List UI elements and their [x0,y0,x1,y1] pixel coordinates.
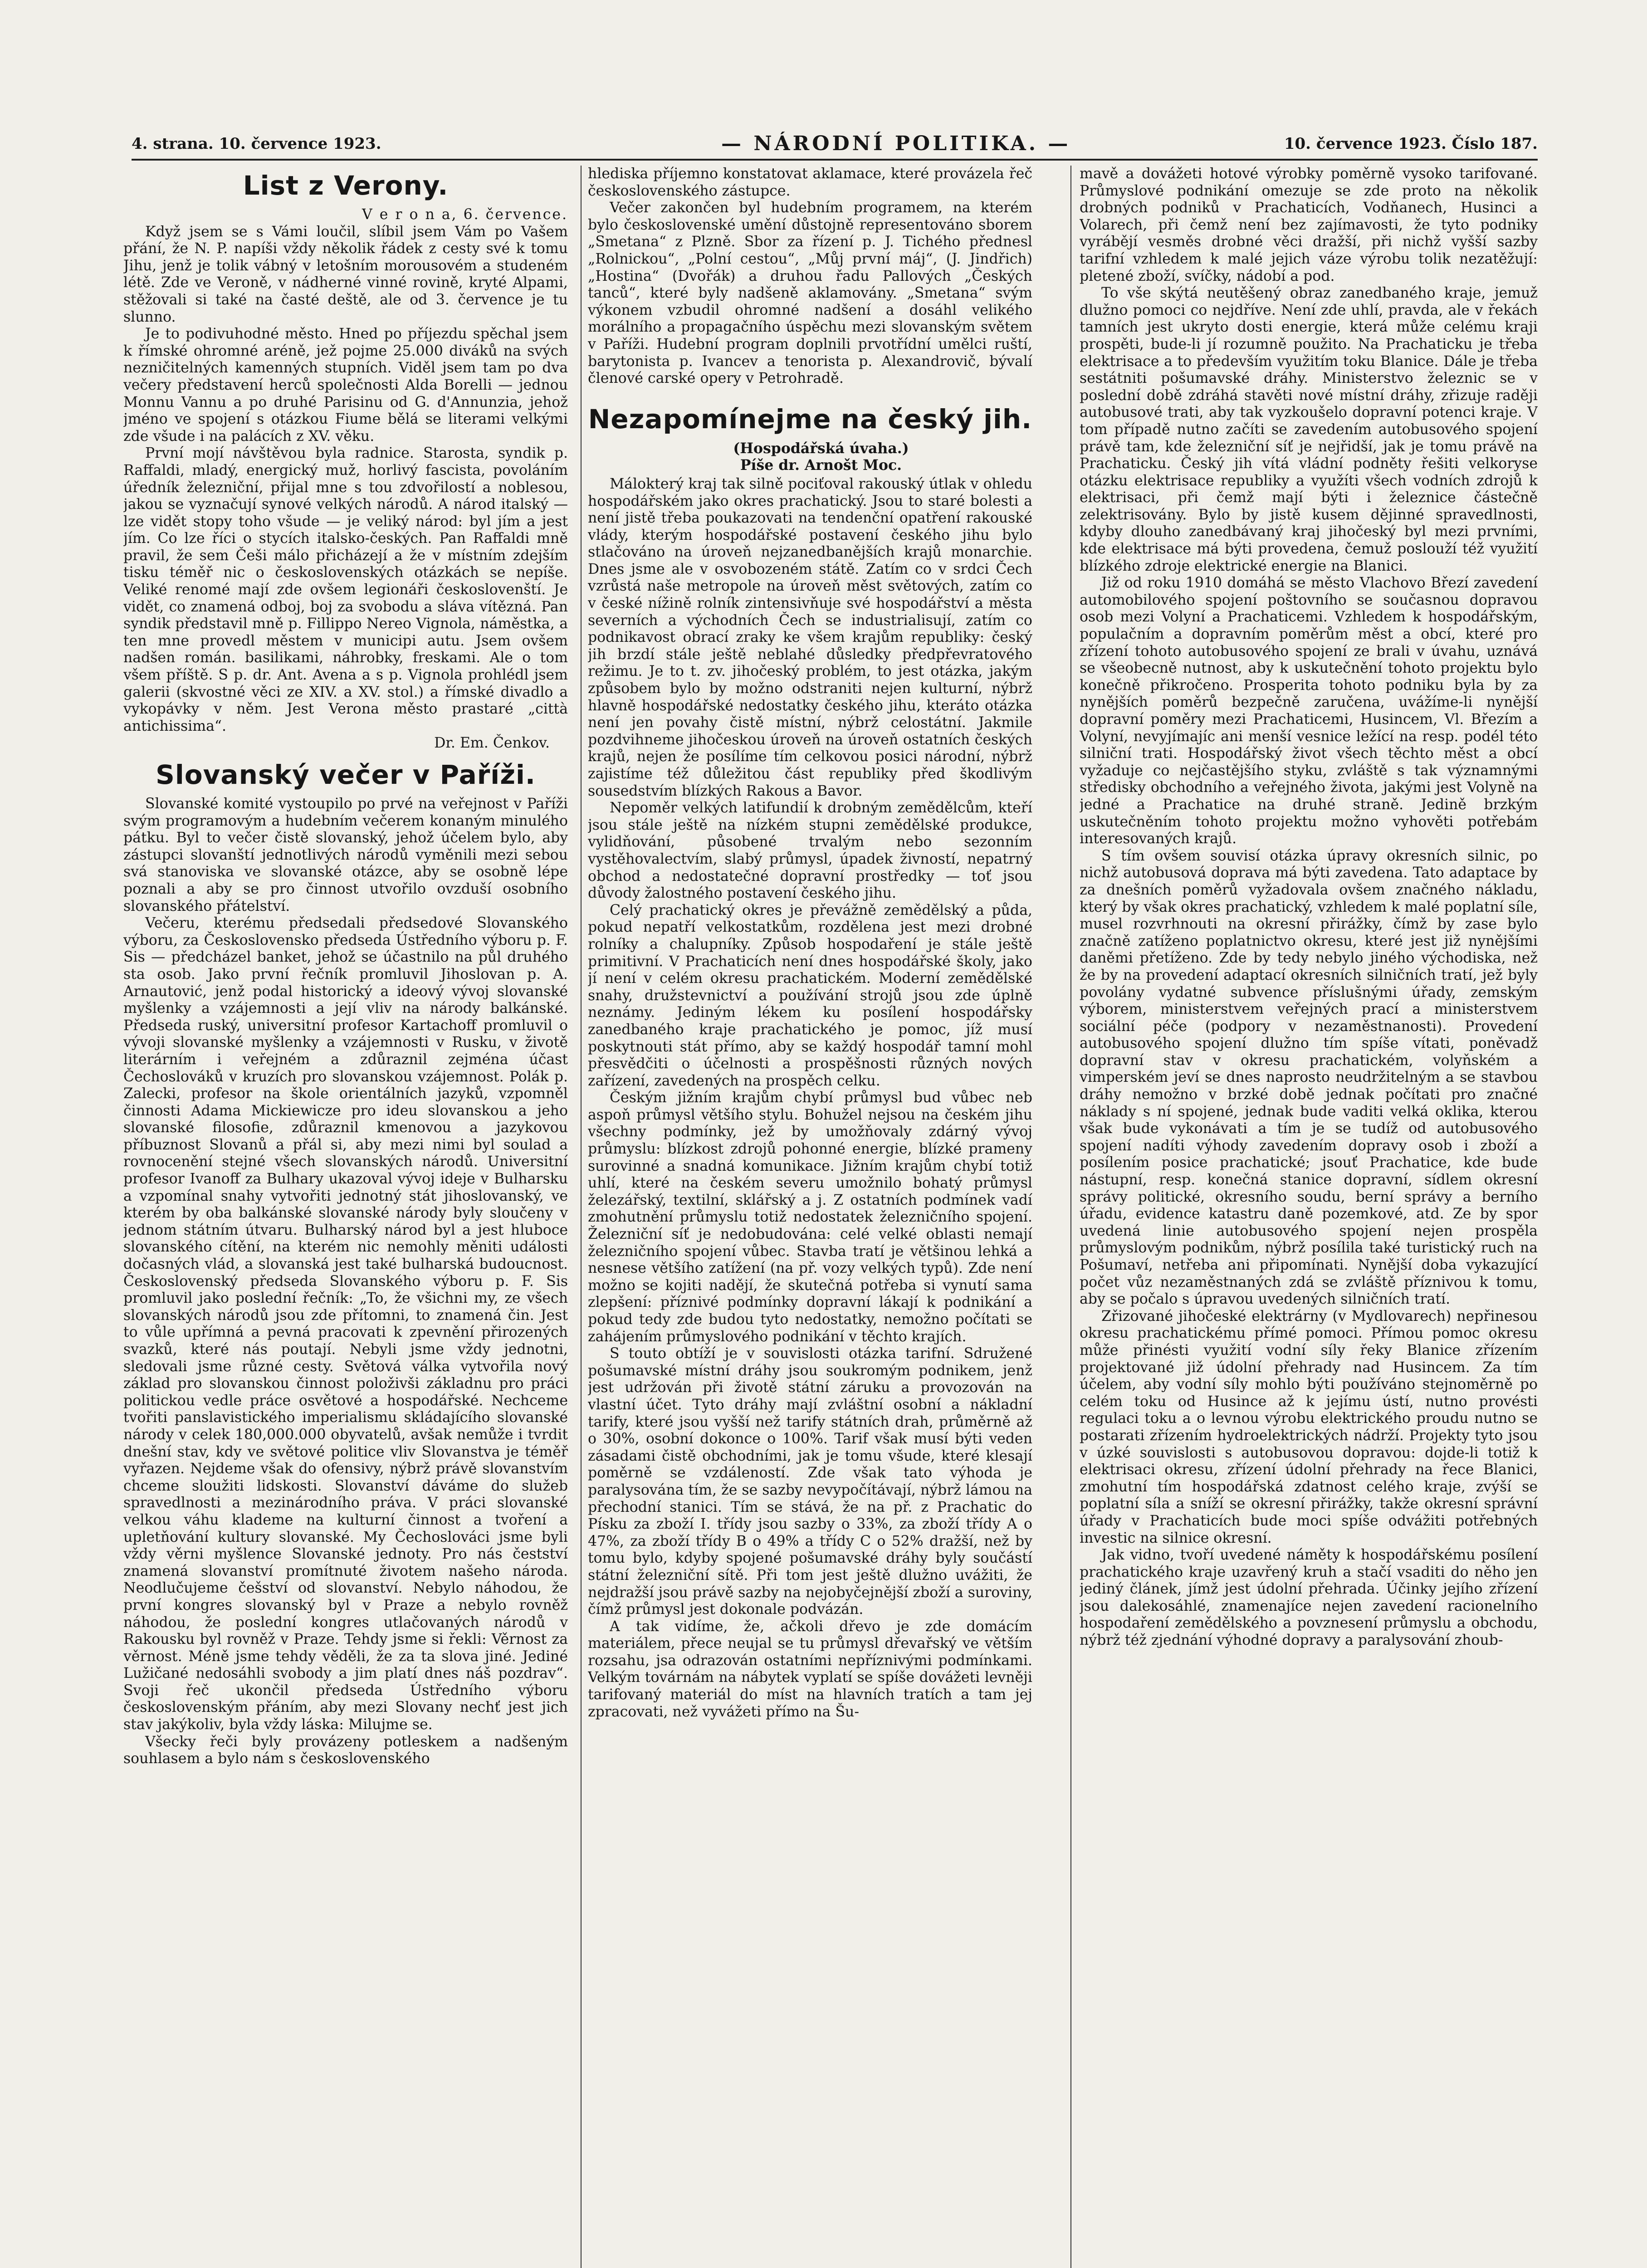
article-paragraph: Celý prachatický okres je převážně zemědělský a půda, pokud nepatří velkostatkům, rozdělena jest mezi drobné rolníky a chalupníky. Způsob hospodaření je stále ještě primitivní. V Prachaticích není dnes hospodářské školy, jako jí není v celém okresu prachatickém. Moderní zemědělské snahy, družstevnictví a používání strojů jsou zde úplně neznámy. Jediným lékem ku posílení hospodářsky zanedbaného kraje prachatického je pomoc, jíž musí poskytnouti stát přímo, aby se každý hospodář tamní mohl přesvědčiti o účelnosti a prospěšnosti různých nových zařízení, zavedených na prospěch celku. [588,902,1032,1089]
article-paragraph: Když jsem se s Vámi loučil, slíbil jsem Vám po Vašem přání, že N. P. napíši vždy několik řádek z cesty své k tomu Jihu, jenž je tolik vábný v letošním morousovém a studeném létě. Zde ve Veroně, v nádherné vinné rovině, kryté Alpami, stěžovali si také na časté deště, ale od 3. července je tu slunno. [123,223,568,325]
article-signature: Dr. Em. Čenkov. [434,735,550,752]
article-paragraph: Již od roku 1910 domáhá se město Vlachovo Březí zavedení automobilového spojení poštovního se současnou dopravou osob mezi Volyní a Prachaticemi. Vzhledem k hospodářským, populačním a dopravním poměrům měst a obcí, které pro zřízení tohoto autobusového spojení ze brali v úvahu, uznává se všeobecně nutnost, aby k uskutečnění tohoto projektu bylo konečně přikročeno. Prosperita tohoto podniku byla by za nynějších poměrů bezpečně zaručena, uvážíme-li nynější dopravní poměry mezi Prachaticemi, Husincem, Vl. Březím a Volyní, nevyjímajíc ani menší vesnice ležící na resp. podél této silniční trati. Hospodářský život všech těchto měst a obcí vyžaduje co nejčastějšího styku, zvláště s tak významnými středisky obchodního a veřejného života, jakými jest Volyně na jedné a Prachatice na druhé straně. Jedině brzkým uskutečněním tohoto projektu možno vyhověti potřebám interesovaných krajů. [1080,575,1538,847]
masthead-title: — NÁRODNÍ POLITIKA. — [721,132,1071,155]
article-paragraph: Zřizované jihočeské elektrárny (v Mydlovarech) nepřinesou okresu prachatickému přímé pomoci. Přímou pomoc okresu může přinésti využití vodní síly řeky Blanice zřízením projektované již údolní přehrady nad Husincem. Za tím účelem, aby vodní síly mohlo býti používáno stejnoměrně po celém toku od Husince až k jejímu ústí, nutno provésti regulaci toku a o levnou výrobu elektrického proudu nutno se postarati zřízením hydroelektrických nádrží. Projekty tyto jsou v úzké souvislosti s autobusovou dopravou: dojde-li totiž k elektrisaci okresu, zřízení údolní přehrady na řece Blanici, zmohutní tím hospodářská zdatnost celého kraje, zvýší se poplatní síla a sníží se okresní přirážky, takže okresní správní úřady v Prachaticích bude moci spíše odvážiti potřebných investic na silnice okresní. [1080,1308,1538,1546]
article-title: Nezapomínejme na český jih. [588,403,1032,435]
article-paragraph: A tak vidíme, že, ačkoli dřevo je zde domácím materiálem, přece neujal se tu průmysl dřevařský ve větším rozsahu, jsa odrazován ostatními nepříznivými podmínkami. Velkým továrnám na nábytek vyplatí se spíše dovážeti levněji tarifovaný materiál do míst na hlavních tratích a tam jej zpracovati, než vyvážeti přímo na Šu- [588,1618,1032,1720]
header-page-date: 4. strana. 10. července 1923. [132,135,381,153]
article-paragraph: mavě a dovážeti hotové výrobky poměrně vysoko tarifované. Průmyslové podnikání omezuje se zde proto na několik drobných podniků v Prachaticích, Vodňanech, Husinci a Volarech, při čemž není bez zajímavosti, že tyto podniky vyrábějí vesměs drobné věci dražší, při nichž vyšší sazby tarifní vzhledem k malé jejich váze výrobu tolik nezatěžují: pletené zboží, svíčky, nádobí a pod. [1080,166,1538,284]
article-slovansky-vecer [123,758,568,1768]
article-list-z-verony [123,169,568,752]
column-2 [588,166,1032,2268]
column-rule [1070,166,1071,2268]
article-paragraph: Je to podivuhodné město. Hned po příjezdu spěchal jsem k římské ohromné aréně, jež pojme 25.000 diváků na svých nezničitelných kamenných stupních. Viděl jsem tam po dva večery představení herců společnosti Alda Borelli — jednou Monnu Vannu a po druhé Parisinu od G. d'Annunzia, jehož jméno ve spojení s otázkou Fiume bělá se literami velkými zde všude i na palácích z XV. věku. [123,326,568,445]
article-subtitle: (Hospodářská úvaha.) [733,440,909,457]
article-paragraph: Večeru, kterému předsedali předsedové Slovanského výboru, za Československo předseda Ústředního výboru p. F. Sis — předcházel banket, jehož se účastnilo na půl druhého sta osob. Jako první řečník promluvil Jihoslovan p. A. Arnautović, jenž podal historický a ideový vývoj slovanské myšlenky a vzájemnosti a její vliv na národy balkánské. Předseda ruský, universitní profesor Kartachoff promluvil o vývoji slovanské myšlenky a vzájemnosti v Rusku, v životě literárním i veřejném a zdůraznil zejména účast Čechoslováků v kruzích pro slovanskou vzájemnost. Polák p. Zalecki, profesor na škole orientálních jazyků, vzpomněl činnosti Adama Mickiewicze pro ideu slovanskou a jeho slovanské filosofie, zdůraznil kmenovou a jazykovou příbuznost Slovanů a přál si, aby mezi nimi byl soulad a rovnocenění stejné všech slovanských národů. Universitní profesor Ivanoff za Bulhary ukazoval vývoj ideje v Bulharsku a vzpomínal snahy vytvořiti jednotný stát jihoslovanský, ve kterém by oba balkánské slovanské národy byly sloučeny v jednom státním útvaru. Bulharský národ byl a jest hluboce slovanského cítění, na kterém nic nemohly měniti události dočasných vlád, a slovanská jest také bulharská budoucnost. Československý předseda Slovanského výboru p. F. Sis promluvil jako poslední řečník: „To, že všichni my, ze všech slovanských národů jsou zde přítomni, to znamená čin. Jest to vůle upřímná a pevná pracovati k zpevnění přirozených svazků, které nás poutají. Nebyli jsme vždy jednotni, sledovali jsme různé cesty. Světová válka vytvořila nový základ pro slovanskou činnost položivši základnu pro práci politickou vedle práce osvětové a hospodářské. Nechceme tvořiti panslavistického imperialismu skládajícího slovanské národy v celek 180,000.000 obyvatelů, avšak nemůže i tvrdit dnešní stav, kdy ve světové politice vliv Slovanstva je téměř vyřazen. Nejdeme však do ofensivy, nýbrž právě slovanstvím chceme sloužiti lidskosti. Slovanství dáváme do služeb spravedlnosti a mezinárodního práva. V práci slovanské velkou váhu klademe na kulturní činnost a tvoření a upletňování kultury slovanské. My Čechoslováci jsme byli vždy věrni myšlence Slovanské jednoty. Pro nás čestství znamená slovanství promítnuté životem našeho národa. Neodlučujeme češství od slovanství. Nebylo náhodou, že první kongres slovanský byl v Praze a nebylo rovněž náhodou, že poslední kongres utlačovaných národů v Rakousku byl rovněž v Praze. Tehdy jsme si řekli: Věrnost za věrnost. Méně jsme tehdy věděli, že za ta slova jiné. Jediné Lužičané nedosáhli svobody a jim platí dnes náš pozdrav“. Svoji řeč ukončil předseda Ústředního výboru československým přáním, aby mezi Slovany nechť jest jich stav jakýkoliv, byla vždy láska: Milujme se. [123,915,568,1733]
article-title: Slovanský večer v Paříži. [156,759,536,790]
article-paragraph: Nepoměr velkých latifundií k drobným zemědělcům, kteří jsou stále ještě na nízkém stupni zemědělské produkce, vylidňování, působené trvalým nebo sezonním vystěhovalectvím, slabý průmysl, úpadek živností, nepatrný obchod a nedostatečné dopravní prostředky — toť jsou důvody žalostného postavení českého jihu. [588,800,1032,902]
article-paragraph: hlediska příjemno konstatovat aklamace, které provázela řeč československého zástupce. [588,166,1032,199]
article-paragraph: S tím ovšem souvisí otázka úpravy okresních silnic, po nichž autobusová doprava má býti zavedena. Tato adaptace by za dnešních poměrů vyžadovala ovšem značného nákladu, který by však okres prachatický, vzhledem k malé poplatní síle, musel rozvrhnouti na okresní přirážky, čímž by zase bylo značně zatíženo poplatnictvo okresu, které jest již nynějšími daněmi přetíženo. Zde by tedy nebylo jiného východiska, než že by na provedení adaptací okresních silničních tratí, jež byly povolány vydatné subvence příslušnými úřady, zemským výborem, ministerstvem veřejných prací a ministerstvem sociální péče (podpory v nezaměstnanosti). Provedení autobusového spojení dlužno tím spíše vítati, poněvadž dopravní stav v okresu prachatickém, volyňském a vimperském jeví se dnes naprosto neudržitelným a se stavbou dráhy nemožno v brzké době jednak počítati pro značné náklady s ní spojené, jednak bude vaditi velká oklika, kterou však bude vykonávati a tím je se tudíž od autobusového spojení nadíti výhody zavedením dopravy osob i zboží a posílením posice prachatické; jsouť Prachatice, kde bude nástupní, resp. konečná stanice dopravní, sídlem okresní správy politické, okresního soudu, berní správy a berního úřadu, evidence katastru daně pozemkové, atd. Ze by spor uvedená linie autobusového spojení nejen prospěla průmyslovým podnikům, nýbrž posílila také turistický ruch na Pošumaví, netřeba ani připomínati. Nynější doba vykazující počet vůz nezaměstnaných zdá se zvláště příznivou k tomu, aby se počalo s úpravou uvedených silničních tratí. [1080,847,1538,1308]
article-paragraph: S touto obtíží je v souvislosti otázka tarifní. Sdružené pošumavské místní dráhy jsou soukromým podnikem, jenž jest udržován při životě státní záruku a provozován na vlastní účet. Tyto dráhy mají zvláštní osobní a nákladní tarify, které jsou vyšší než tarify státních drah, průměrně až o 30%, osobní dokonce o 100%. Tarif však musí býti veden zásadami čistě obchodními, jak je tomu všude, které klesají poměrně se vzdáleností. Zde však tato výhoda je paralysována tím, že se sazby nevypočítávají, nýbrž lámou na přechodní stanici. Tím se stává, že na př. z Prachatic do Písku za zboží I. třídy jsou sazby o 33%, za zboží třídy A o 47%, za zboží třídy B o 49% a třídy C o 52% dražší, než by tomu bylo, kdyby spojené pošumavské dráhy byly součástí státní železniční sítě. Při tom jest ještě dlužno uvážiti, že nejdražší jsou právě sazby na nejobyčejnější zboží a suroviny, čímž průmysl jest dokonale podvázán. [588,1345,1032,1618]
article-nezapominejme [588,403,1032,1721]
header-date-issue: 10. července 1923. Číslo 187. [1284,135,1538,153]
article-paragraph: Málokterý kraj tak silně pociťoval rakouský útlak v ohledu hospodářském jako okres prachatický. Jsou to staré bolesti a není jistě třeba poukazovati na tendenční opatření rakouské vlády, kterým hospodářské postavení českého jihu bylo stlačováno na úroveň nejzanedbanějších krajů monarchie. Dnes jsme ale v osvobozeném státě. Zatím co v srdci Čech vzrůstá naše metropole na úroveň měst světových, zatím co v české nížině rolník zintensivňuje své hospodářství a města severních a východních Čech se industrialisují, zatím co podnikavost obrací zraky ke všem krajům republiky: český jih brzdí stále ještě neblahé důsledky předpřevratového režimu. Je to t. zv. jihočeský problém, to jest otázka, jakým způsobem bylo by možno odstraniti nejen kulturní, nýbrž hlavně hospodářské nedostatky českého jihu, kteráto otázka není jen povahy čistě místní, nýbrž celostátní. Jakmile pozdvihneme jihočeskou úroveň na úroveň ostatních českých krajů, nejen že posílíme tím celkovou posici národní, nýbrž zajistíme též důležitou část republiky před škodlivým sousedstvím blízkých Rakous a Bavor. [588,475,1032,799]
article-paragraph: Jak vidno, tvoří uvedené náměty k hospodářskému posílení prachatického kraje uzavřený kruh a stačí vsaditi do něho jen jediný článek, jímž jest údolní přehrada. Účinky jejího zřízení jsou dalekosáhlé, znamenajíce nejen zavedení racionelního hospodaření zemědělského a povznesení průmyslu a obchodu, nýbrž též zjednání výhodné dopravy a paralysování zhoub- [1080,1547,1538,1649]
article-paragraph: Večer zakončen byl hudebním programem, na kterém bylo československé umění důstojně representováno sborem „Smetana“ z Plzně. Sbor za řízení p. J. Tichého přednesl „Rolnickou“, „Polní cestou“, „Můj první máj“, (J. Jindřich) „Hostina“ (Dvořák) a druhou řadu Pallových „Českých tanců“, které byly nadšeně aklamovány. „Smetana“ svým výkonem vzbudil ohromné nadšení a dosáhl velikého morálního a propagačního úspěchu mezi slovanským světem v Paříži. Hudební program doplnili prvotřídní umělci ruští, barytonista p. Ivancev a tenorista p. Alexandrovič, bývalí členové carské opery v Petrohradě. [588,200,1032,387]
page-header [132,132,1538,161]
article-paragraph: První mojí návštěvou byla radnice. Starosta, syndik p. Raffaldi, mladý, energický muž, horlivý fascista, povoláním úředník železniční, přijal mne s tou zdvořilostí a noblesou, jakou se vyznačují synové velkých národů. A národ italský — lze vidět stopy toho všude — je veliký národ: byl jím a jest jím. Co lze říci o stycích italsko-českých. Pan Raffaldi mně pravil, že sem Češi málo přicházejí a že v místním zdejším tisku téměř nic o československých otázkách se nepíše. Veliké renomé mají zde ovšem legionáři českoslovenští. Je vidět, co znamená odboj, boj za svobodu a sláva vítězná. Pan syndik představil mně p. Fillippo Nereo Vignola, náměstka, a ten mne provedl městem v municipi autu. Jsem ovšem nadšen román. basilikami, náhrobky, freskami. Ale o tom všem příště. S p. dr. Ant. Avena a s p. Vignola prohlédl jsem galerii (skvostné věci ze XIV. a XV. stol.) a římské divadlo a vykopávky v něm. Jest Verona město prastaré „città antichissima“. [123,445,568,734]
column-3 [1080,166,1538,2268]
article-paragraph: Českým jižním krajům chybí průmysl bud vůbec neb aspoň průmysl většího stylu. Bohužel nejsou na českém jihu všechny podmínky, jež by umožňovaly zdárný vývoj průmyslu: blízkost zdrojů pohonné energie, blízké prameny surovinné a snadná komunikace. Jižním krajům chybí totiž uhlí, které na českém severu umožnilo bohatý průmysl železářský, textilní, sklářský a j. Z ostatních podmínek vadí zmohutnění průmyslu totiž nedostatek železničního spojení. Železniční síť je nedobudována: celé velké oblasti nemají železničního spojení vůbec. Stavba tratí je většinou lehká a nesnese většího zatížení (na př. vozy velkých typů). Zde není možno se kojiti nadějí, že skutečná potřeba si vynutí sama zlepšení: příznivé podmínky dopravní lákají k podnikání a pokud tedy zde budou tyto nedostatky, nemožno počítati se zahájením průmyslového podnikání v těchto krajích. [588,1090,1032,1345]
column-rule [581,166,582,2268]
article-title: List z Verony. [243,170,449,201]
article-paragraph: To vše skýtá neutěšený obraz zanedbaného kraje, jemuž dlužno pomoci co nejdříve. Není zde uhlí, pravda, ale v řekách tamních jest ukryto dosti energie, která může celému kraji prospěti, bude-li jí rozumně použito. Na Prachaticku je třeba elektrisace a to především využitím toku Blanice. Dále je třeba sestátniti pošumavské dráhy. Ministerstvo železnic se v poslední době zdráhá stavěti nové místní dráhy, zřizuje raději autobusové trati, aby tak vyzkoušelo dopravní potenci kraje. V tom případě nutno začíti se zavedením autobusového spojení právě tam, kde železniční síť je nejřidší, jak je tomu právě na Prachaticku. Český jih vítá vládní podněty řešiti velkoryse otázku elektrisace republiky a využíti všech vodních zdrojů k elektrisaci, při čemž mají býti i železnice částečně zelektrisovány. Bylo by jistě kusem dějinné spravedlnosti, kdyby dlouho zanedbávaný kraj jihočeský byl mezi prvními, kde elektrisace má býti provedena, čemuž poslouží též využití blízkého zdroje elektrické energie na Blanici. [1080,285,1538,574]
article-dateline: V e r o n a, 6. července. [362,206,568,223]
article-paragraph: Slovanské komité vystoupilo po prvé na veřejnost v Paříži svým programovým a hudebním večerem konaným minulého pátku. Byl to večer čistě slovanský, jehož účelem bylo, aby zástupci slovanští jednotlivých národů vyměnili mezi sebou svá stanoviska ve slovanské otázce, aby se osobně lépe poznali a aby se pro činnost utvořilo ovzduší osobního slovanského přátelství. [123,796,568,914]
article-author: Píše dr. Arnošt Moc. [740,457,902,474]
article-paragraph: Všecky řeči byly provázeny potleskem a nadšeným souhlasem a bylo nám s československého [123,1733,568,1767]
column-1 [123,166,568,2268]
